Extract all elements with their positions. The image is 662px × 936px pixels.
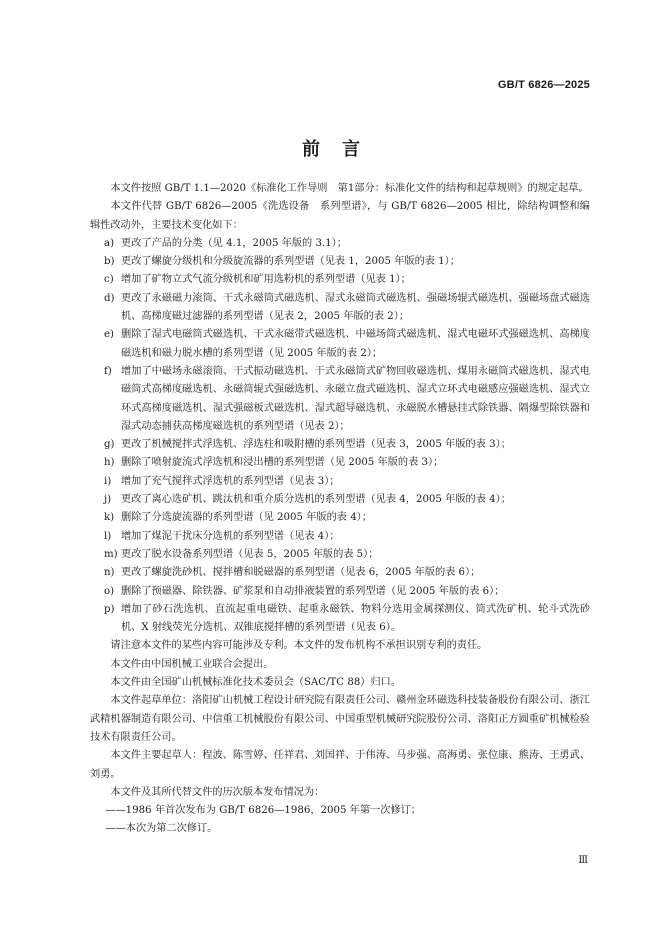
page-title: 前言: [302, 139, 382, 160]
history-item: ——本次为第二次修订。: [105, 823, 218, 835]
list-item-text: 删除了湿式电磁筒式磁选机、干式永磁带式磁选机、中磁场筒式磁选机、湿式电磁环式强磁选机、高梯度磁选机和磁力脱水槽的系列型谱（见 2005 年版的表 2）；: [121, 329, 590, 359]
list-marker: a): [104, 237, 115, 249]
intro-paragraph: 本文件代替 GB/T 6826—2005《洗选设备 系列型谱》，与 GB/T 6826—2005 相比，除结构调整和编辑性改动外，主要技术变化如下：: [90, 201, 590, 231]
standard-code: GB/T 6826—2025: [497, 79, 590, 91]
page-number: Ⅲ: [578, 855, 588, 866]
list-marker: p): [104, 603, 115, 615]
list-item: [90, 601, 590, 638]
list-item: [90, 290, 590, 327]
list-marker: g): [104, 439, 115, 451]
list-marker: e): [104, 329, 115, 341]
list-item-text: 更改了脱水设备系列型谱（见表 5，2005 年版的表 5）；: [121, 548, 379, 560]
list-item: [90, 454, 590, 472]
list-item: [90, 473, 590, 491]
list-item: [90, 363, 590, 436]
list-item-text: 删除了喷射旋流式浮选机和浸出槽的系列型谱（见 2005 年版的表 3）；: [121, 457, 444, 469]
history-item: ——1986 年首次发布为 GB/T 6826—1986，2005 年第一次修订；: [105, 805, 421, 817]
drafting-organizations: 本文件起草单位：洛阳矿山机械工程设计研究院有限责任公司、赣州金环磁选科技装备股份有限公司、浙江武精机器制造有限公司、中信重工机械股份有限公司、中国重型机械研究院股份公司、洛阳正方圆重矿机械检验技术有限责任公司。: [90, 695, 590, 743]
list-item: [90, 564, 590, 582]
list-item-text: 更改了永磁磁力滚筒、干式永磁筒式磁选机、湿式永磁筒式磁选机、强磁场辊式磁选机、强磁场盘式磁选机、高梯度磁过滤器的系列型谱（见表 2，2005 年版的表 2）；: [121, 292, 590, 323]
list-item: [90, 491, 590, 509]
list-item: [90, 528, 590, 546]
list-marker: m): [104, 548, 118, 560]
patent-note: 请注意本文件的某些内容可能涉及专利。本文件的发布机构不承担识别专利的责任。: [110, 640, 488, 652]
changes-list: [90, 235, 590, 638]
proposer-statement: 本文件由中国机械工业联合会提出。: [110, 658, 274, 670]
list-item-text: 增加了充气搅拌式浮选机的系列型谱（见表 3）；: [121, 475, 340, 487]
list-marker: d): [104, 292, 115, 304]
drafters: 本文件主要起草人：程波、陈雪婷、任祥君、刘国祥、于伟涛、马步强、高海勇、张位康、熊涛、王勇武、刘勇。: [90, 750, 590, 780]
list-item: [90, 583, 590, 601]
list-marker: h): [104, 457, 115, 469]
list-item-text: 增加了煤泥干扰床分选机的系列型谱（见表 4）；: [121, 530, 340, 542]
committee-statement: 本文件由全国矿山机械标准化技术委员会（SAC/TC 88）归口。: [110, 677, 402, 689]
list-item-text: 更改了机械搅拌式浮选机、浮选柱和吸附槽的系列型谱（见表 3，2005 年版的表 3）；: [121, 439, 511, 451]
list-marker: j): [104, 494, 112, 506]
list-item-text: 增加了砂石洗选机、直流起重电磁铁、起重永磁铁、物料分选用金属探测仪、筒式洗矿机、轮斗式洗砂机、X 射线荧光分选机、双锥底搅拌槽的系列型谱（见表 6）。: [121, 603, 590, 634]
list-item-text: 更改了螺旋分级机和分级旋流器的系列型谱（见表 1，2005 年版的表 1）；: [121, 256, 460, 268]
list-item-text: 增加了矿物立式气流分级机和矿用选粉机的系列型谱（见表 1）；: [121, 274, 411, 286]
list-marker: n): [104, 567, 115, 579]
list-marker: b): [104, 256, 115, 268]
list-item-text: 更改了产品的分类（见 4.1，2005 年版的 3.1）；: [121, 237, 347, 249]
list-marker: o): [104, 585, 115, 597]
foreword-body: [90, 180, 590, 839]
list-item-text: 更改了离心选矿机、跳汰机和重介质分选机的系列型谱（见表 4，2005 年版的表 4）；: [121, 494, 511, 506]
list-item-text: 删除了分选旋流器的系列型谱（见 2005 年版的表 4）；: [121, 512, 372, 524]
list-marker: i): [104, 475, 112, 487]
list-item: [90, 253, 590, 271]
list-marker: k): [104, 512, 115, 524]
list-item: [90, 436, 590, 454]
intro-paragraph: 本文件按照 GB/T 1.1—2020《标准化工作导则 第1部分：标准化文件的结构和起草规则》的规定起草。: [110, 183, 589, 194]
list-item: [90, 326, 590, 363]
list-item: [90, 509, 590, 527]
list-item-text: 更改了螺旋洗砂机、搅拌槽和脱磁器的系列型谱（见表 6，2005 年版的表 6）；: [121, 567, 481, 579]
list-item-text: 删除了预磁器、除铁器、矿浆泵和自动排液装置的系列型谱（见 2005 年版的表 6）；: [121, 585, 505, 597]
list-marker: l): [104, 530, 112, 542]
list-item: [90, 546, 590, 564]
list-item-text: 增加了中磁场永磁滚筒、干式振动磁选机、干式永磁筒式矿物回收磁选机、煤用永磁筒式磁选机、湿式电磁筒式高梯度磁选机、永磁筒辊式强磁选机、永磁立盘式磁选机、湿式立环式电磁感应强磁选机、湿式立环式高梯度磁选机、湿式强磁板式磁选机、湿式超导磁选机、永磁脱水槽悬挂式除铁器、隔爆型除铁器和湿式动态捕获高梯度磁选机的系列型谱（见表 2）；: [121, 365, 590, 432]
list-item: [90, 271, 590, 289]
list-marker: c): [104, 274, 114, 286]
history-intro: 本文件及其所代替文件的历次版本发布情况为：: [110, 786, 325, 798]
list-item: [90, 235, 590, 253]
list-marker: f): [104, 365, 112, 377]
